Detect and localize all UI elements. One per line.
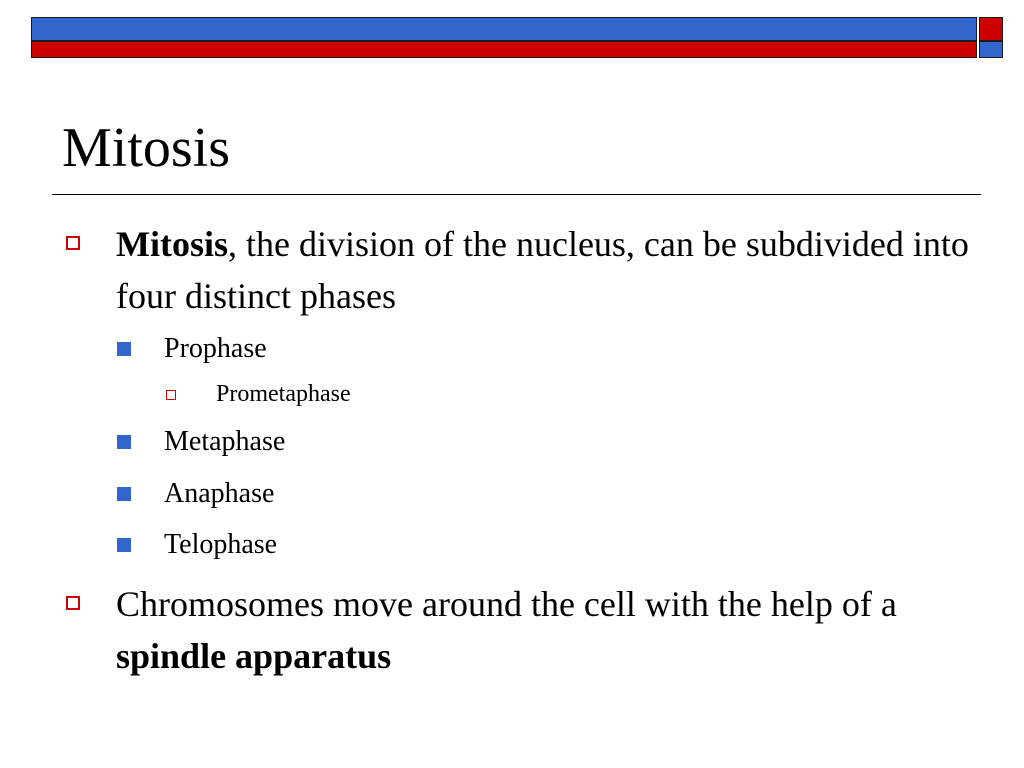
subitem-anaphase: Anaphase (164, 478, 275, 509)
header-square-blue (979, 41, 1003, 58)
header-bar-red (31, 41, 977, 58)
filled-square-icon (117, 538, 131, 552)
filled-square-icon (117, 435, 131, 449)
subitem-metaphase: Metaphase (164, 426, 286, 457)
hollow-square-icon (166, 390, 176, 400)
slide-title: Mitosis (62, 117, 231, 179)
bullet-text: , the division of the nucleus, can be subdivided into four distinct phases (116, 224, 969, 316)
bullet-bold-term: spindle apparatus (116, 636, 392, 676)
subitem-telophase: Telophase (164, 529, 278, 560)
title-divider (52, 194, 981, 195)
hollow-square-icon (66, 236, 80, 250)
bullet-bold-term: Mitosis (116, 224, 228, 264)
bullet-mitosis (116, 218, 976, 322)
header-bar-blue (31, 17, 977, 41)
filled-square-icon (117, 342, 131, 356)
subitem-prometaphase: Prometaphase (216, 381, 351, 407)
bullet-text: Chromosomes move around the cell with the help of a (116, 584, 897, 624)
hollow-square-icon (66, 596, 80, 610)
bullet-spindle (116, 578, 976, 682)
filled-square-icon (117, 487, 131, 501)
header-square-red (979, 17, 1003, 41)
subitem-prophase: Prophase (164, 333, 267, 364)
